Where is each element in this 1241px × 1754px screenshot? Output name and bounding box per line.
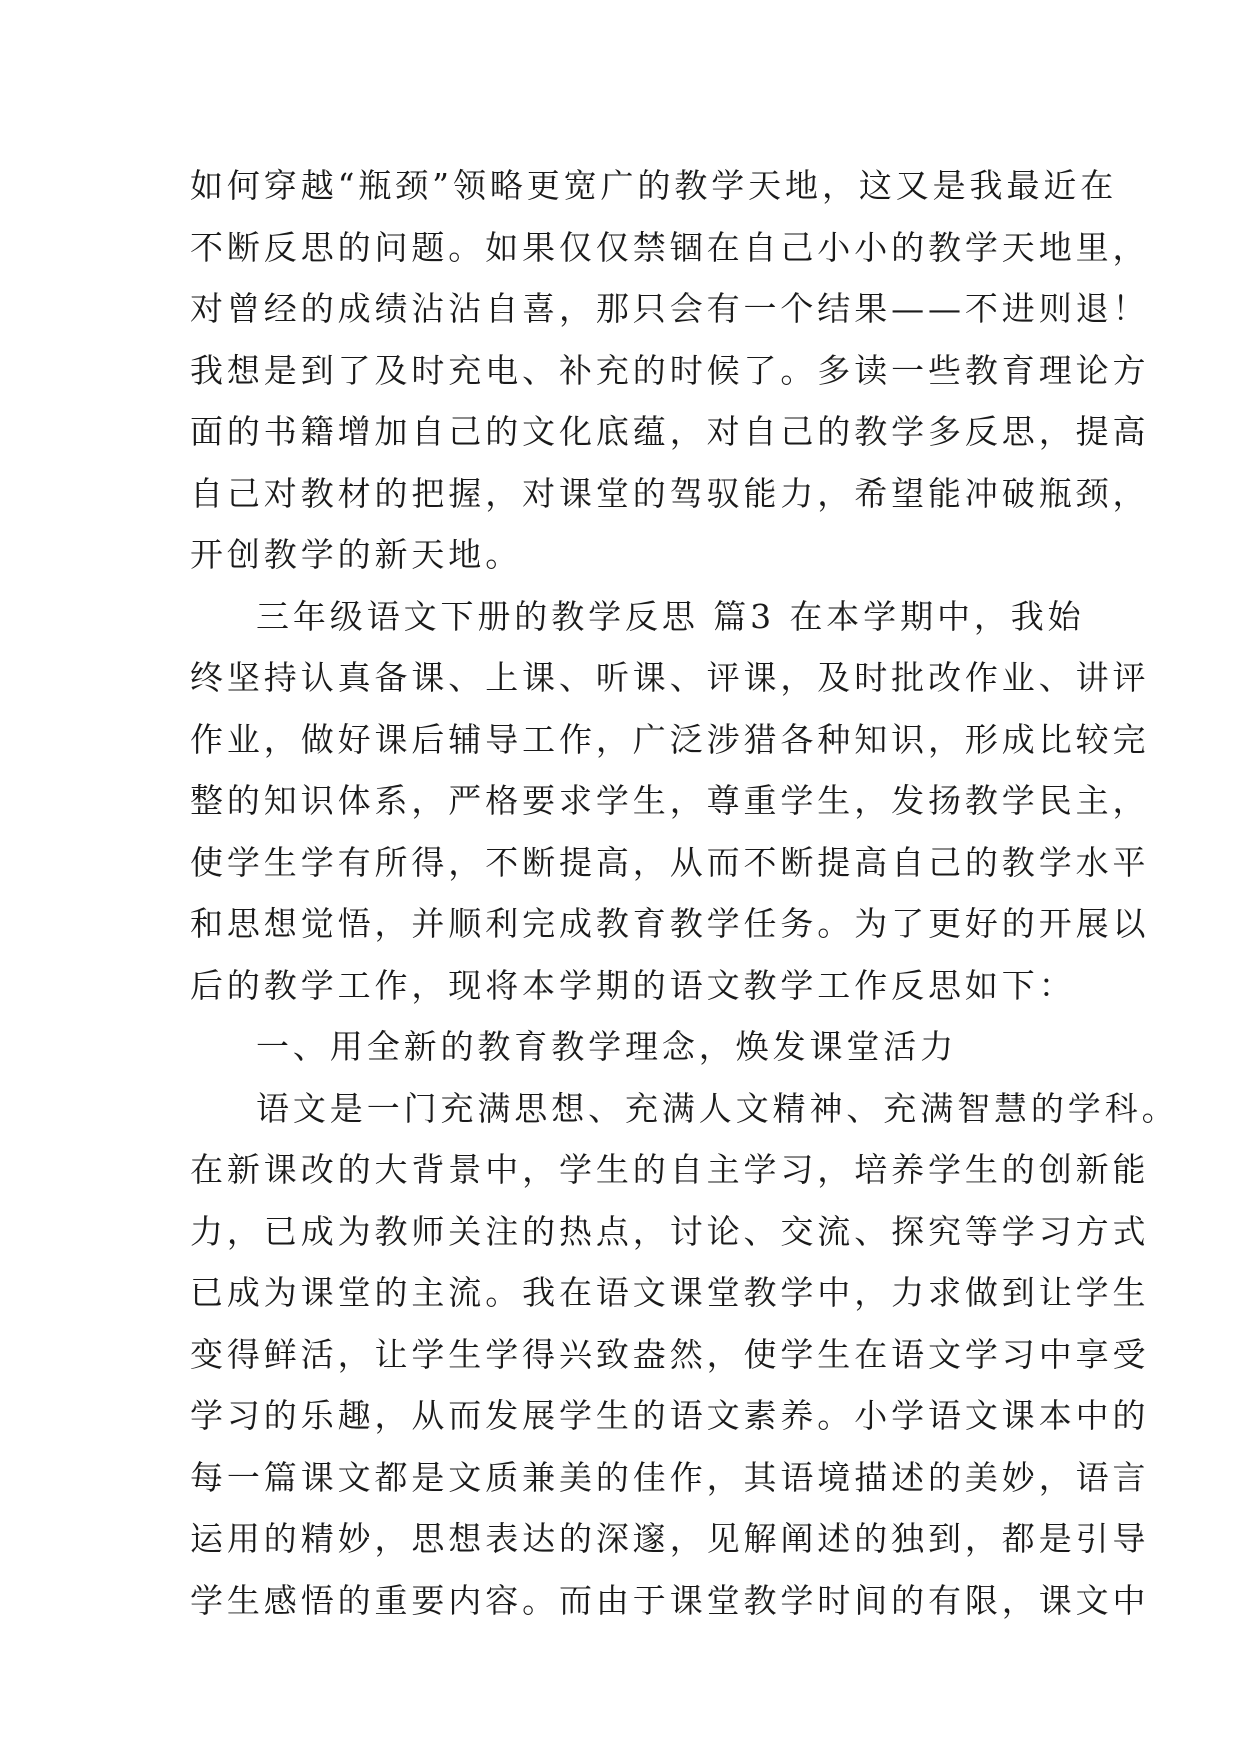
text-line: 整的知识体系，严格要求学生，尊重学生，发扬教学民主， <box>190 781 1150 820</box>
text-line: 如何穿越“瓶颈”领略更宽广的教学天地，这又是我最近在 <box>190 166 1118 205</box>
text-line: 使学生学有所得，不断提高，从而不断提高自己的教学水平 <box>190 842 1150 882</box>
section-heading-line: 三年级语文下册的教学反思 篇3 在本学期中，我始 <box>256 596 1085 636</box>
text-line: 不断反思的问题。如果仅仅禁锢在自己小小的教学天地里， <box>190 227 1150 267</box>
text-line: 每一篇课文都是文质兼美的佳作，其语境描述的美妙，语言 <box>190 1457 1150 1497</box>
text-line: 自己对教材的把握，对课堂的驾驭能力，希望能冲破瓶颈， <box>190 473 1150 513</box>
text-line: 对曾经的成绩沾沾自喜，那只会有一个结果——不进则退！ <box>190 289 1150 328</box>
text-line: 运用的精妙，思想表达的深邃，见解阐述的独到，都是引导 <box>190 1519 1150 1558</box>
text-line: 面的书籍增加自己的文化底蕴，对自己的教学多反思，提高 <box>190 412 1150 451</box>
subheading-line: 一、用全新的教育教学理念，焕发课堂活力 <box>256 1027 958 1066</box>
body-text <box>190 155 1179 1631</box>
text-line: 终坚持认真备课、上课、听课、评课，及时批改作业、讲评 <box>190 658 1150 697</box>
text-line: 学习的乐趣，从而发展学生的语文素养。小学语文课本中的 <box>190 1396 1150 1435</box>
text-line: 在新课改的大背景中，学生的自主学习，培养学生的创新能 <box>190 1150 1150 1189</box>
text-line: 作业，做好课后辅导工作，广泛涉猎各种知识，形成比较完 <box>190 719 1150 759</box>
text-line: 开创教学的新天地。 <box>190 535 523 574</box>
text-line: 已成为课堂的主流。我在语文课堂教学中，力求做到让学生 <box>190 1273 1150 1312</box>
text-line: 后的教学工作，现将本学期的语文教学工作反思如下： <box>190 965 1076 1005</box>
text-line: 力，已成为教师关注的热点，讨论、交流、探究等学习方式 <box>190 1211 1150 1251</box>
text-line: 和思想觉悟，并顺利完成教育教学任务。为了更好的开展以 <box>190 904 1150 943</box>
text-line: 我想是到了及时充电、补充的时候了。多读一些教育理论方 <box>190 350 1150 390</box>
text-line: 学生感悟的重要内容。而由于课堂教学时间的有限，课文中 <box>190 1580 1150 1620</box>
text-line: 变得鲜活，让学生学得兴致盎然，使学生在语文学习中享受 <box>190 1334 1150 1374</box>
text-line: 语文是一门充满思想、充满人文精神、充满智慧的学科。 <box>256 1088 1179 1128</box>
